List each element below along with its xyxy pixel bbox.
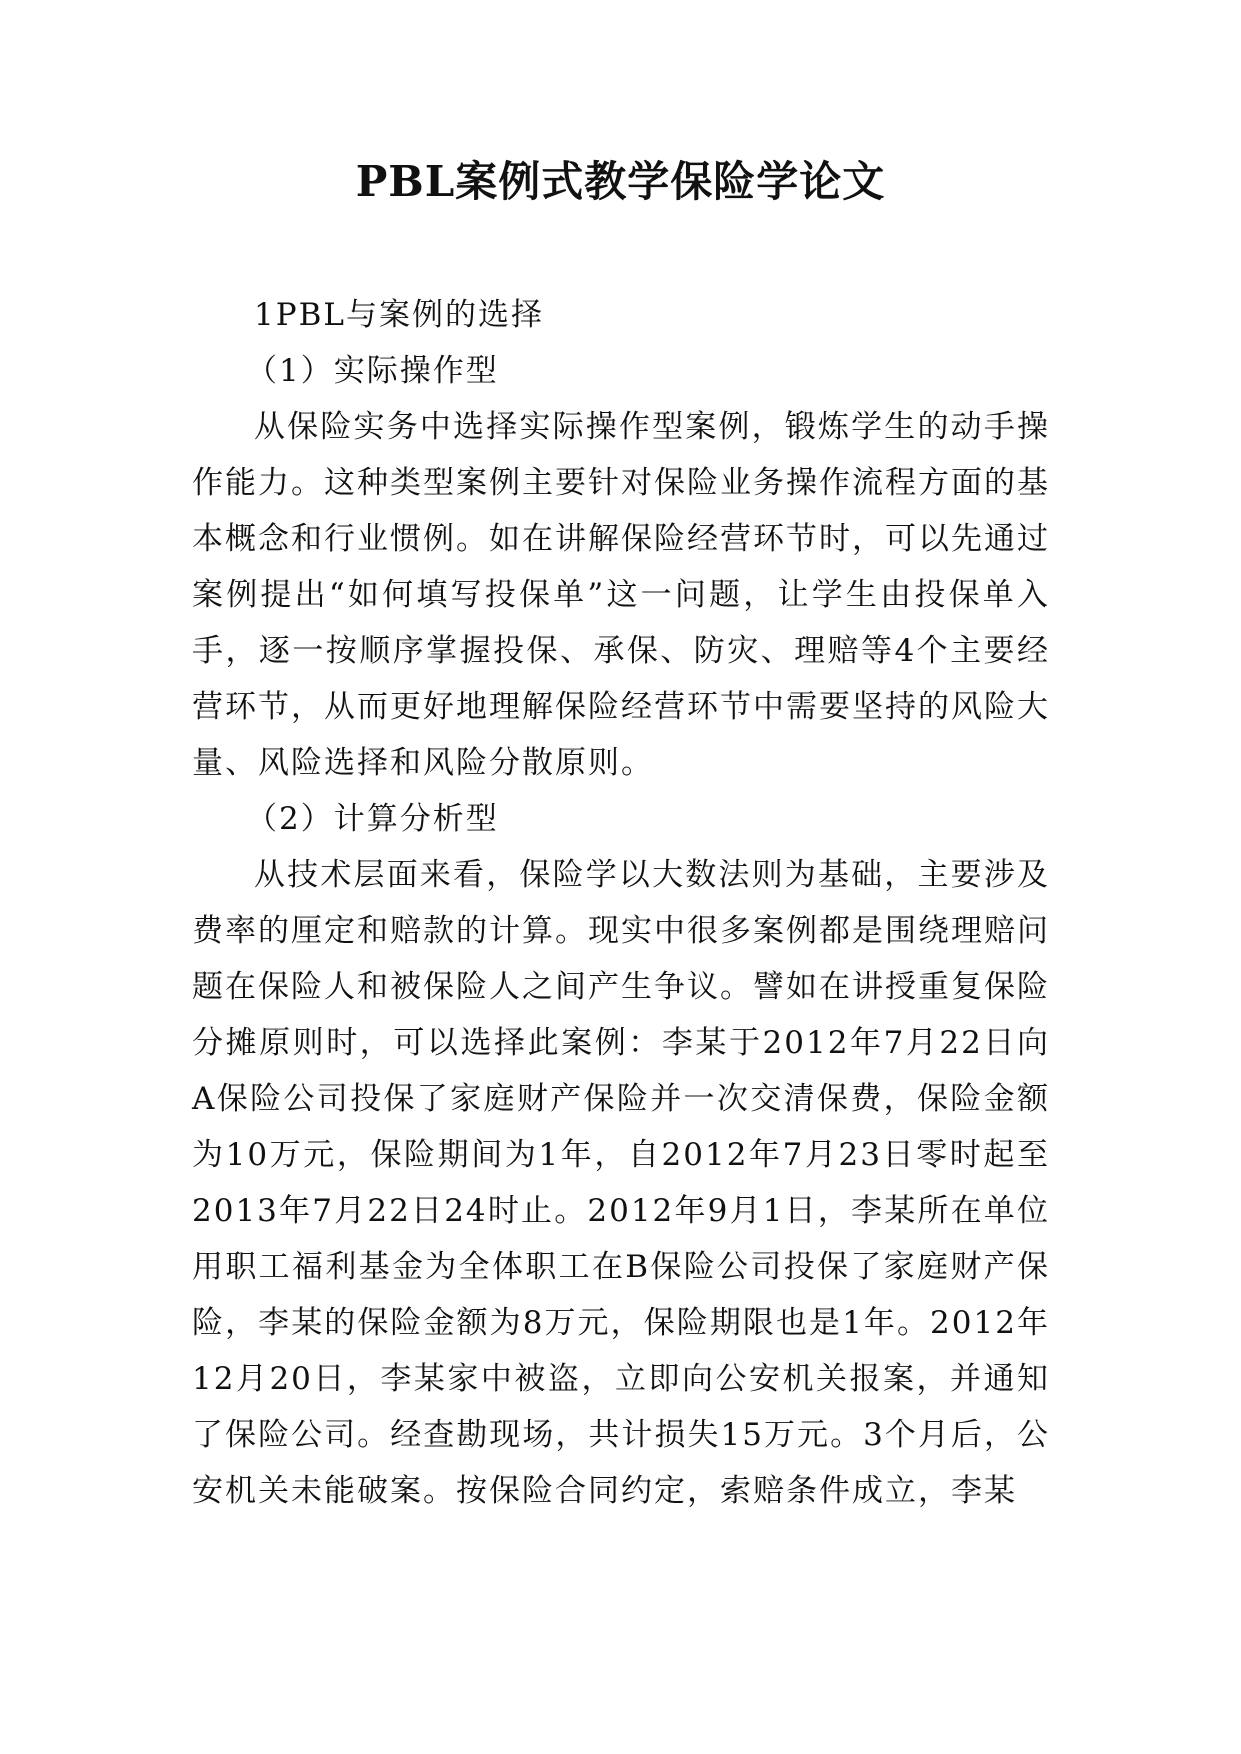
paragraph-practical: 从保险实务中选择实际操作型案例，锻炼学生的动手操作能力。这种类型案例主要针对保险业务操作流程方面的基本概念和行业惯例。如在讲解保险经营环节时，可以先通过案例提出“如何填写投保单”这一问题，让学生由投保单入手，逐一按顺序掌握投保、承保、防灾、理赔等4个主要经营环节，从而更好地理解保险经营环节中需要坚持的风险大量、风险选择和风险分散原则。 (192, 409, 1050, 781)
document-body (192, 287, 1050, 1519)
document-title: PBL案例式教学保险学论文 (355, 157, 886, 206)
paragraph-calculation: 从技术层面来看，保险学以大数法则为基础，主要涉及费率的厘定和赔款的计算。现实中很多案例都是围绕理赔问题在保险人和被保险人之间产生争议。譬如在讲授重复保险分摊原则时，可以选择此案例：李某于2012年7月22日向A保险公司投保了家庭财产保险并一次交清保费，保险金额为10万元，保险期间为1年，自2012年7月23日零时起至2013年7月22日24时止。2012年9月1日，李某所在单位用职工福利基金为全体职工在B保险公司投保了家庭财产保险，李某的保险金额为8万元，保险期限也是1年。2012年12月20日，李某家中被盗，立即向公安机关报案，并通知了保险公司。经查勘现场，共计损失15万元。3个月后，公安机关未能破案。按保险合同约定，索赔条件成立，李某 (192, 857, 1050, 1509)
subsection-heading-calculation: （2）计算分析型 (246, 801, 499, 837)
section-heading: 1PBL与案例的选择 (254, 297, 544, 333)
subsection-heading-practical: （1）实际操作型 (246, 353, 499, 389)
